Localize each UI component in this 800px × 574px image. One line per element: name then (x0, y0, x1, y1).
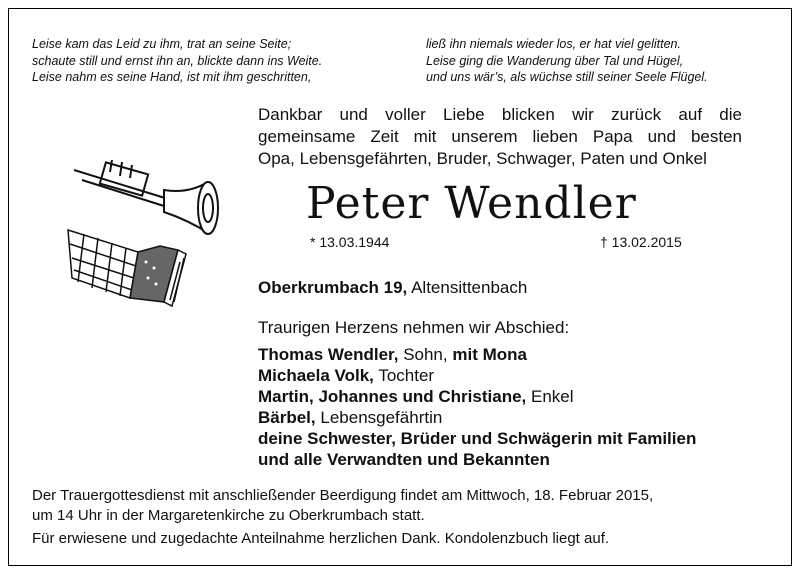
mourner-name: Martin, Johannes und Christiane, (258, 387, 527, 406)
poem-line: und uns wär’s, als wüchse still seiner Seele Flügel. (426, 70, 708, 84)
thanks-line: Für erwiesene und zugedachte Anteilnahme herzlichen Dank. Kondolenzbuch liegt auf. (32, 530, 610, 547)
intro-line: Opa, Lebensgefährten, Bruder, Schwager, Paten und Onkel (258, 149, 707, 168)
accordion-icon (68, 230, 186, 306)
intro-line: gemeinsame Zeit mit unserem lieben Papa und besten (258, 127, 742, 146)
poem-line: Leise nahm es seine Hand, ist mit ihm geschritten, (32, 70, 312, 84)
mourner-line (258, 407, 696, 428)
mourner-line (258, 365, 696, 386)
mourner-name: Bärbel, (258, 408, 316, 427)
mourner-line (258, 428, 696, 449)
service-line: um 14 Uhr in der Margaretenkirche zu Oberkrumbach statt. (32, 507, 425, 524)
trumpet-icon (74, 160, 218, 234)
poem-line: Leise ging die Wanderung über Tal und Hügel, (426, 53, 684, 68)
mourner-relatives: und alle Verwandten und Bekannten (258, 450, 550, 469)
mourner-relation: Tochter (378, 366, 435, 385)
poem-line: schaute still und ernst ihn an, blickte dann ins Weite. (32, 53, 323, 68)
funeral-service-info (32, 486, 653, 526)
mourner-line (258, 344, 696, 365)
deceased-name: Peter Wendler (306, 178, 637, 229)
mourner-name: Thomas Wendler, (258, 345, 399, 364)
mourner-line (258, 449, 696, 470)
mourner-line (258, 386, 696, 407)
birth-date: * 13.03.1944 (310, 234, 390, 250)
poem-line: Leise kam das Leid zu ihm, trat an seine Seite; (32, 37, 292, 51)
mourner-partner: mit Mona (452, 345, 527, 364)
poem-left-column (32, 36, 322, 86)
intro-text (258, 104, 742, 170)
service-line: Der Trauergottesdienst mit anschließender Beerdigung findet am Mittwoch, 18. Februar 2015, (32, 487, 654, 504)
death-date: † 13.02.2015 (600, 234, 682, 250)
poem-line: ließ ihn niemals wieder los, er hat viel gelitten. (426, 37, 681, 51)
mourner-name: Michaela Volk, (258, 366, 374, 385)
mourner-siblings: deine Schwester, Brüder und Schwägerin mit Familien (258, 429, 697, 448)
trumpet-accordion-illustration (60, 150, 250, 310)
mourner-relation: Enkel (531, 387, 574, 406)
poem-right-column (426, 36, 708, 86)
intro-line: Dankbar und voller Liebe blicken wir zurück auf die (258, 105, 742, 124)
mourner-relation: Lebensgefährtin (320, 408, 443, 427)
address-street: Oberkrumbach 19, (258, 278, 408, 297)
mourners-list (258, 344, 696, 470)
farewell-line: Traurigen Herzens nehmen wir Abschied: (258, 318, 570, 337)
address-town: Altensittenbach (411, 278, 528, 297)
mourner-relation: Sohn, (403, 345, 448, 364)
address (258, 278, 527, 298)
